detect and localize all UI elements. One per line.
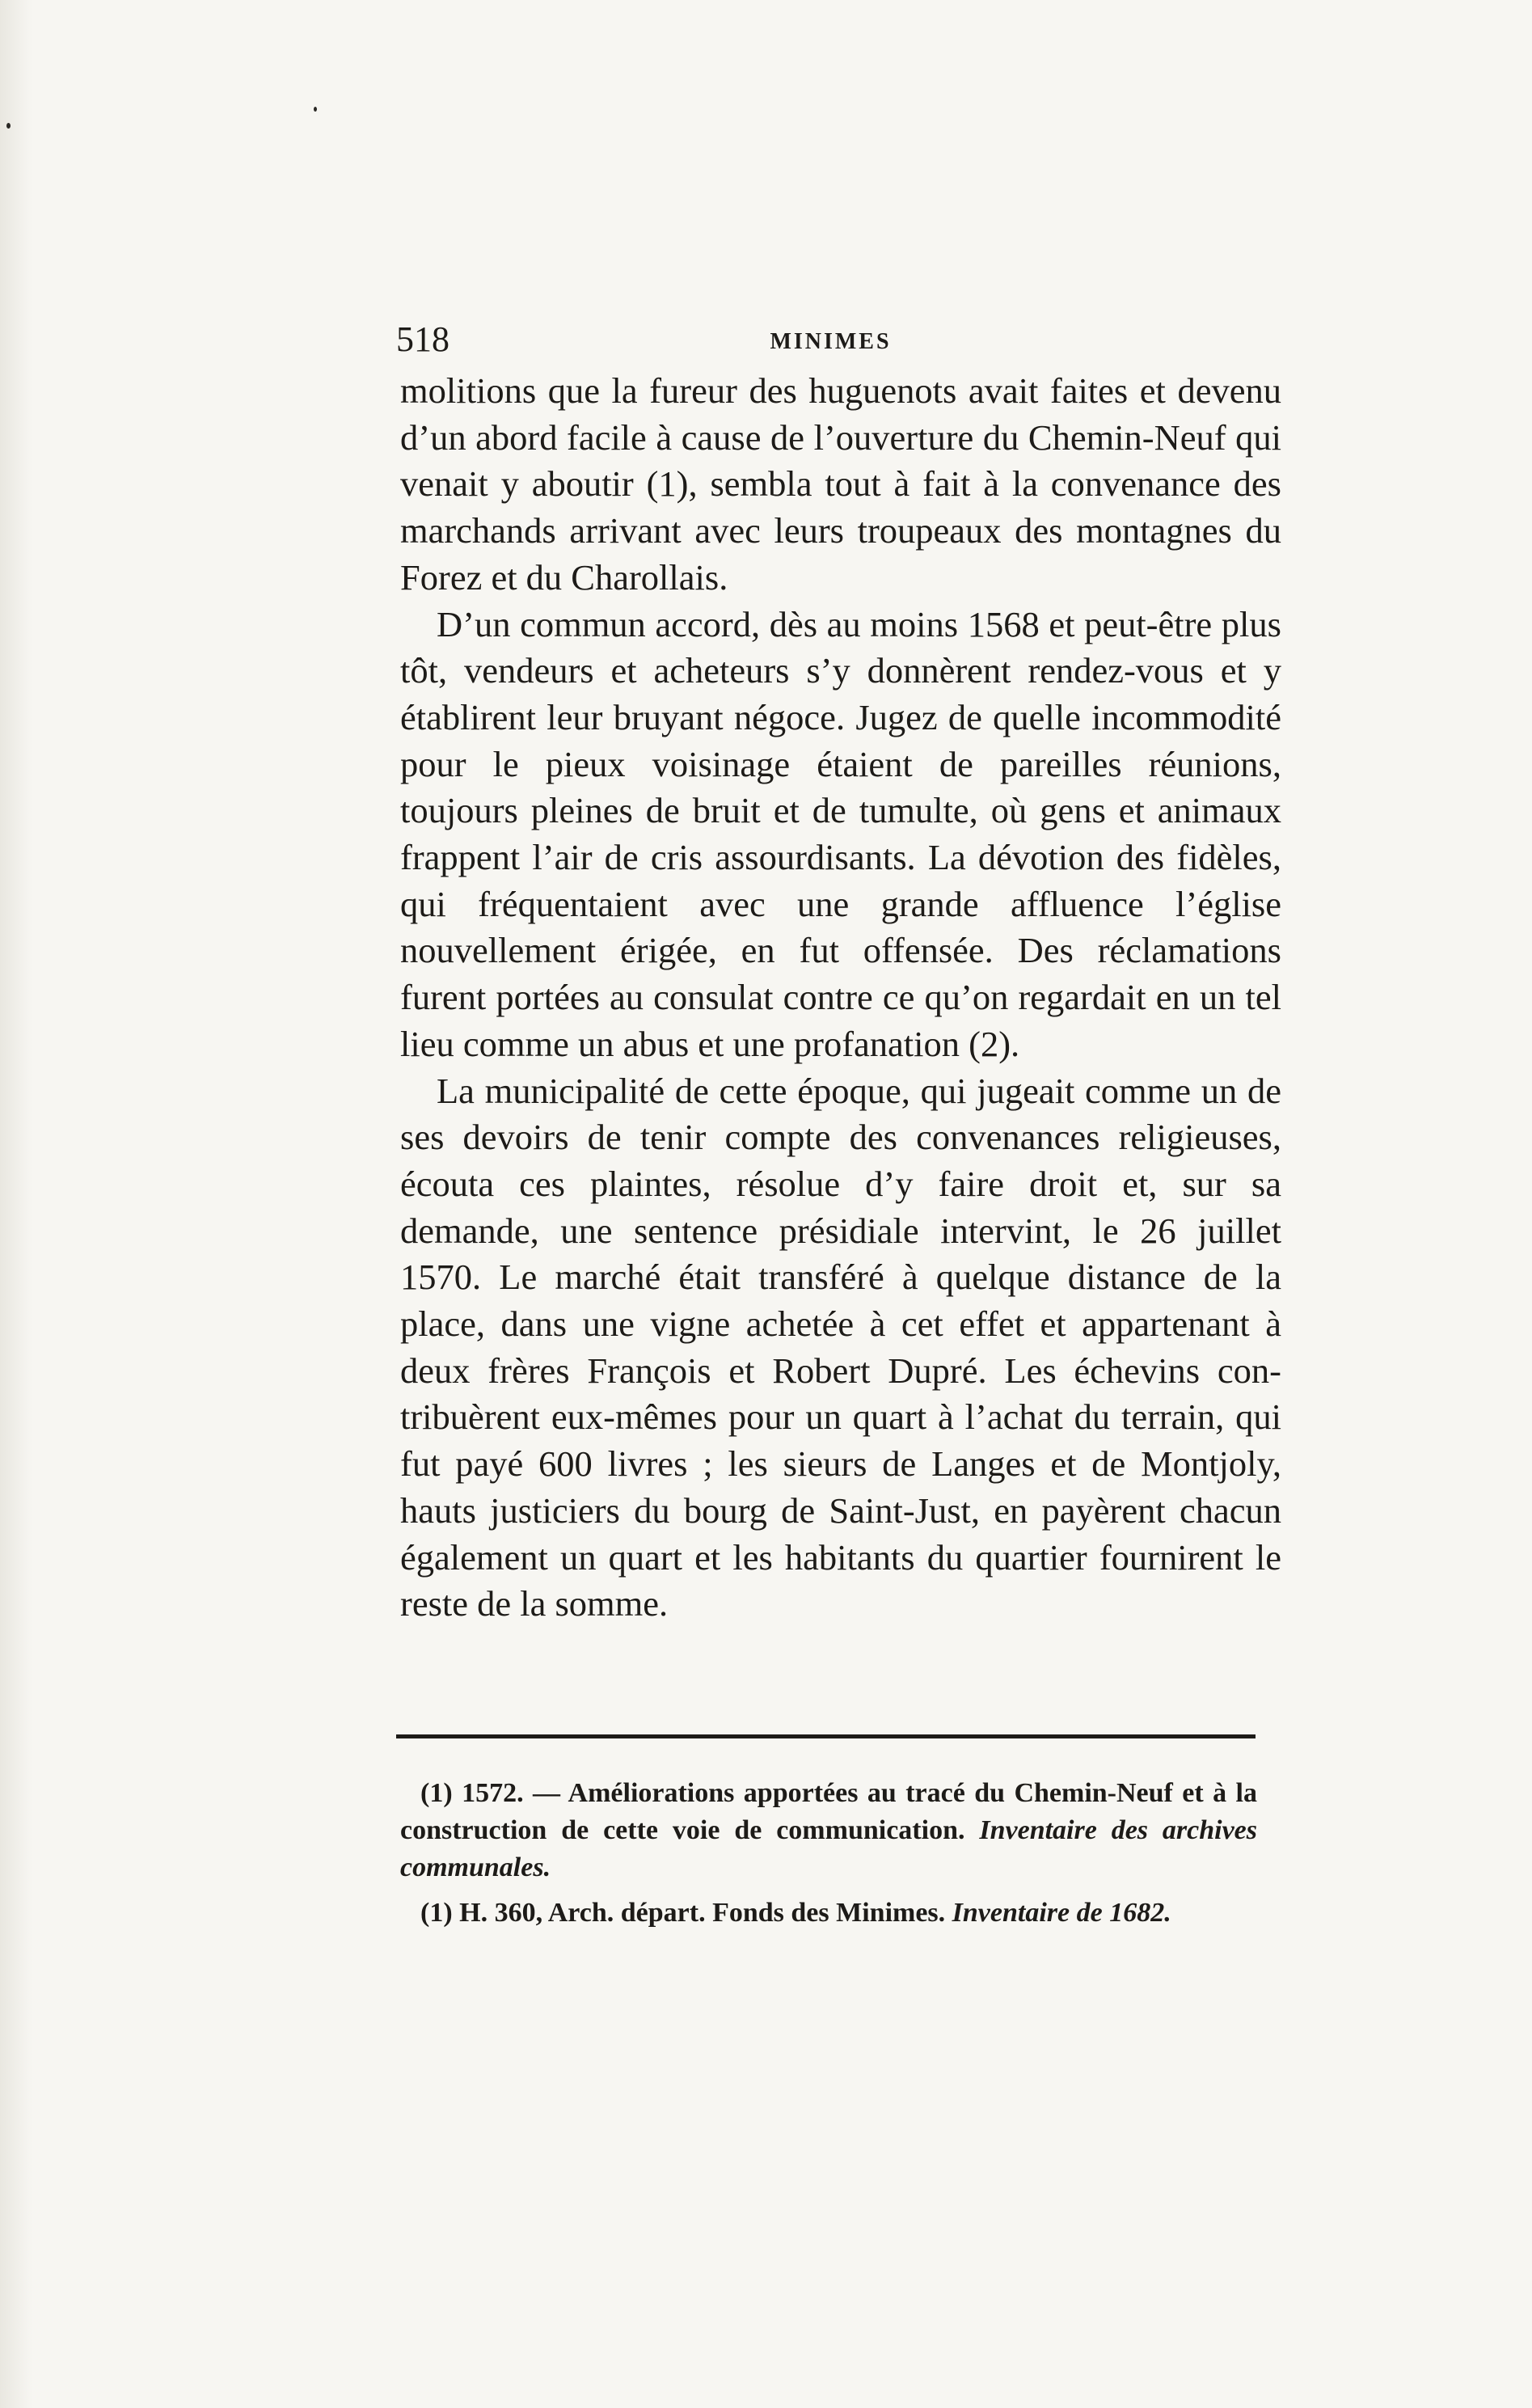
footnote-text: (1) H. 360, Arch. départ. Fonds des Minimes. xyxy=(420,1898,946,1928)
footnote-source: Inventaire des archives communales. xyxy=(400,1815,1258,1882)
page-edge-shadow xyxy=(0,0,32,2408)
footnote-divider xyxy=(396,1734,1256,1738)
paragraph: D’un commun accord, dès au moins 1568 et peut-être plus tôt, vendeurs et acheteurs s’y donnèrent rendez-vous et y établirent leur bruyant négoce. Jugez de quelle incommodité pour le pieux voisinage étaient de pareilles réunions, toujours pleines de bruit et de tumulte, où gens et animaux frappent l’air de cris assourdisants. La dévotion des fidèles, qui fréquentaient avec une grande affluence l’église nouvellement érigée, en fut offensée. Des réclamations furent portées au consulat contre ce qu’on regardait en un tel lieu comme un abus et une profanation (2). xyxy=(400,603,1281,1064)
footnote-source: Inventaire de 1682. xyxy=(952,1898,1171,1928)
paragraph-continued: molitions que la fureur des huguenots avait faites et devenu d’un abord facile à cause de l’ouverture du Chemin-Neuf qui venait y aboutir (1), sembla tout à fait à la convenance des marchands arrivant avec leurs troupeaux des montagnes du Forez et du Charollais. xyxy=(400,370,1281,598)
footnote xyxy=(400,1775,1257,1886)
page-header xyxy=(396,319,1265,368)
page-number: 518 xyxy=(396,319,449,359)
running-title: MINIMES xyxy=(770,329,892,354)
body-text xyxy=(400,368,1281,1628)
footnote-text: (1) 1572. — Améliorations apportées au tracé du Chemin-Neuf et à la construction de cette voie de communication. xyxy=(400,1778,1257,1845)
footnotes xyxy=(400,1775,1257,1932)
footnote xyxy=(400,1895,1257,1932)
paragraph: La municipalité de cette époque, qui jugeait comme un de ses devoirs de tenir compte des convenances religieuses, écouta ces plaintes, résolue d’y faire droit et, sur sa demande, une sentence présidiale intervint, le 26 juillet 1570. Le marché était transféré à quelque distance de la place, dans une vigne achetée à cet effet et appartenant à deux frères François et Robert Dupré. Les échevins contribuèrent eux-mêmes pour un quart à l’achat du terrain, qui fut payé 600 livres ; les sieurs de Langes et de Montjoly, hauts justiciers du bourg de Saint-Just, en payèrent chacun également un quart et les habitants du quartier fournirent le reste de la somme. xyxy=(400,1070,1281,1624)
print-speck xyxy=(314,107,317,112)
print-speck xyxy=(6,123,11,129)
